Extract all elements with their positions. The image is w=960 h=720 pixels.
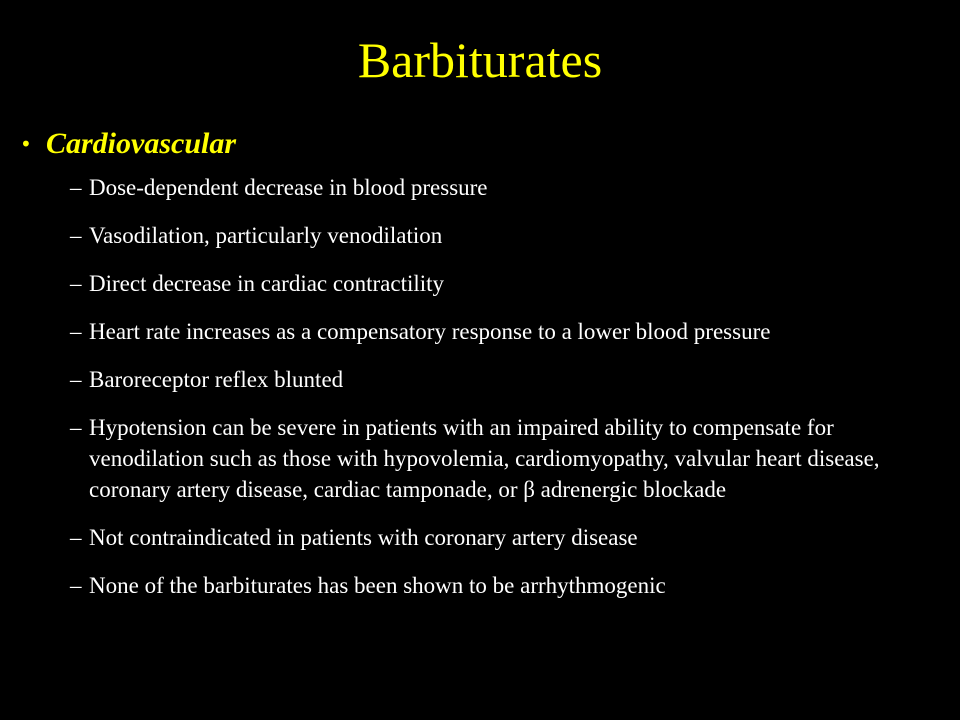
dash-icon: – — [70, 525, 82, 550]
dash-icon: – — [70, 367, 82, 392]
sub-bullet-text: Dose-dependent decrease in blood pressure — [89, 175, 488, 200]
sub-bullet-text: Not contraindicated in patients with coronary artery disease — [89, 525, 638, 550]
sub-bullet-text: None of the barbiturates has been shown to be arrhythmogenic — [89, 573, 666, 598]
sub-bullet-item — [70, 570, 940, 601]
sub-bullet-item — [70, 364, 940, 395]
dash-icon: – — [70, 573, 82, 598]
sub-bullet-text: Vasodilation, particularly venodilation — [89, 223, 443, 248]
bullet-cardiovascular — [20, 124, 236, 164]
sub-bullet-item — [70, 220, 940, 251]
sub-bullet-text: Heart rate increases as a compensatory response to a lower blood pressure — [89, 319, 771, 344]
sub-bullet-text: Hypotension can be severe in patients with an impaired ability to compensate for venodilation such as those with hypovolemia, cardiomyopathy, valvular heart disease, coronary artery disease, cardiac tamponade, or β adrenergic blockade — [89, 415, 880, 502]
sub-bullet-list — [70, 172, 940, 618]
dash-icon: – — [70, 175, 82, 200]
bullet-dot-icon: • — [20, 132, 32, 156]
dash-icon: – — [70, 271, 82, 296]
dash-icon: – — [70, 415, 82, 440]
sub-bullet-text: Baroreceptor reflex blunted — [89, 367, 344, 392]
bullet-heading: Cardiovascular — [46, 127, 237, 160]
sub-bullet-text: Direct decrease in cardiac contractility — [89, 271, 445, 296]
dash-icon: – — [70, 223, 82, 248]
sub-bullet-item — [70, 522, 940, 553]
sub-bullet-item — [70, 412, 940, 505]
sub-bullet-item — [70, 172, 940, 203]
sub-bullet-item — [70, 316, 940, 347]
slide-title: Barbiturates — [357, 32, 603, 88]
sub-bullet-item — [70, 268, 940, 299]
dash-icon: – — [70, 319, 82, 344]
